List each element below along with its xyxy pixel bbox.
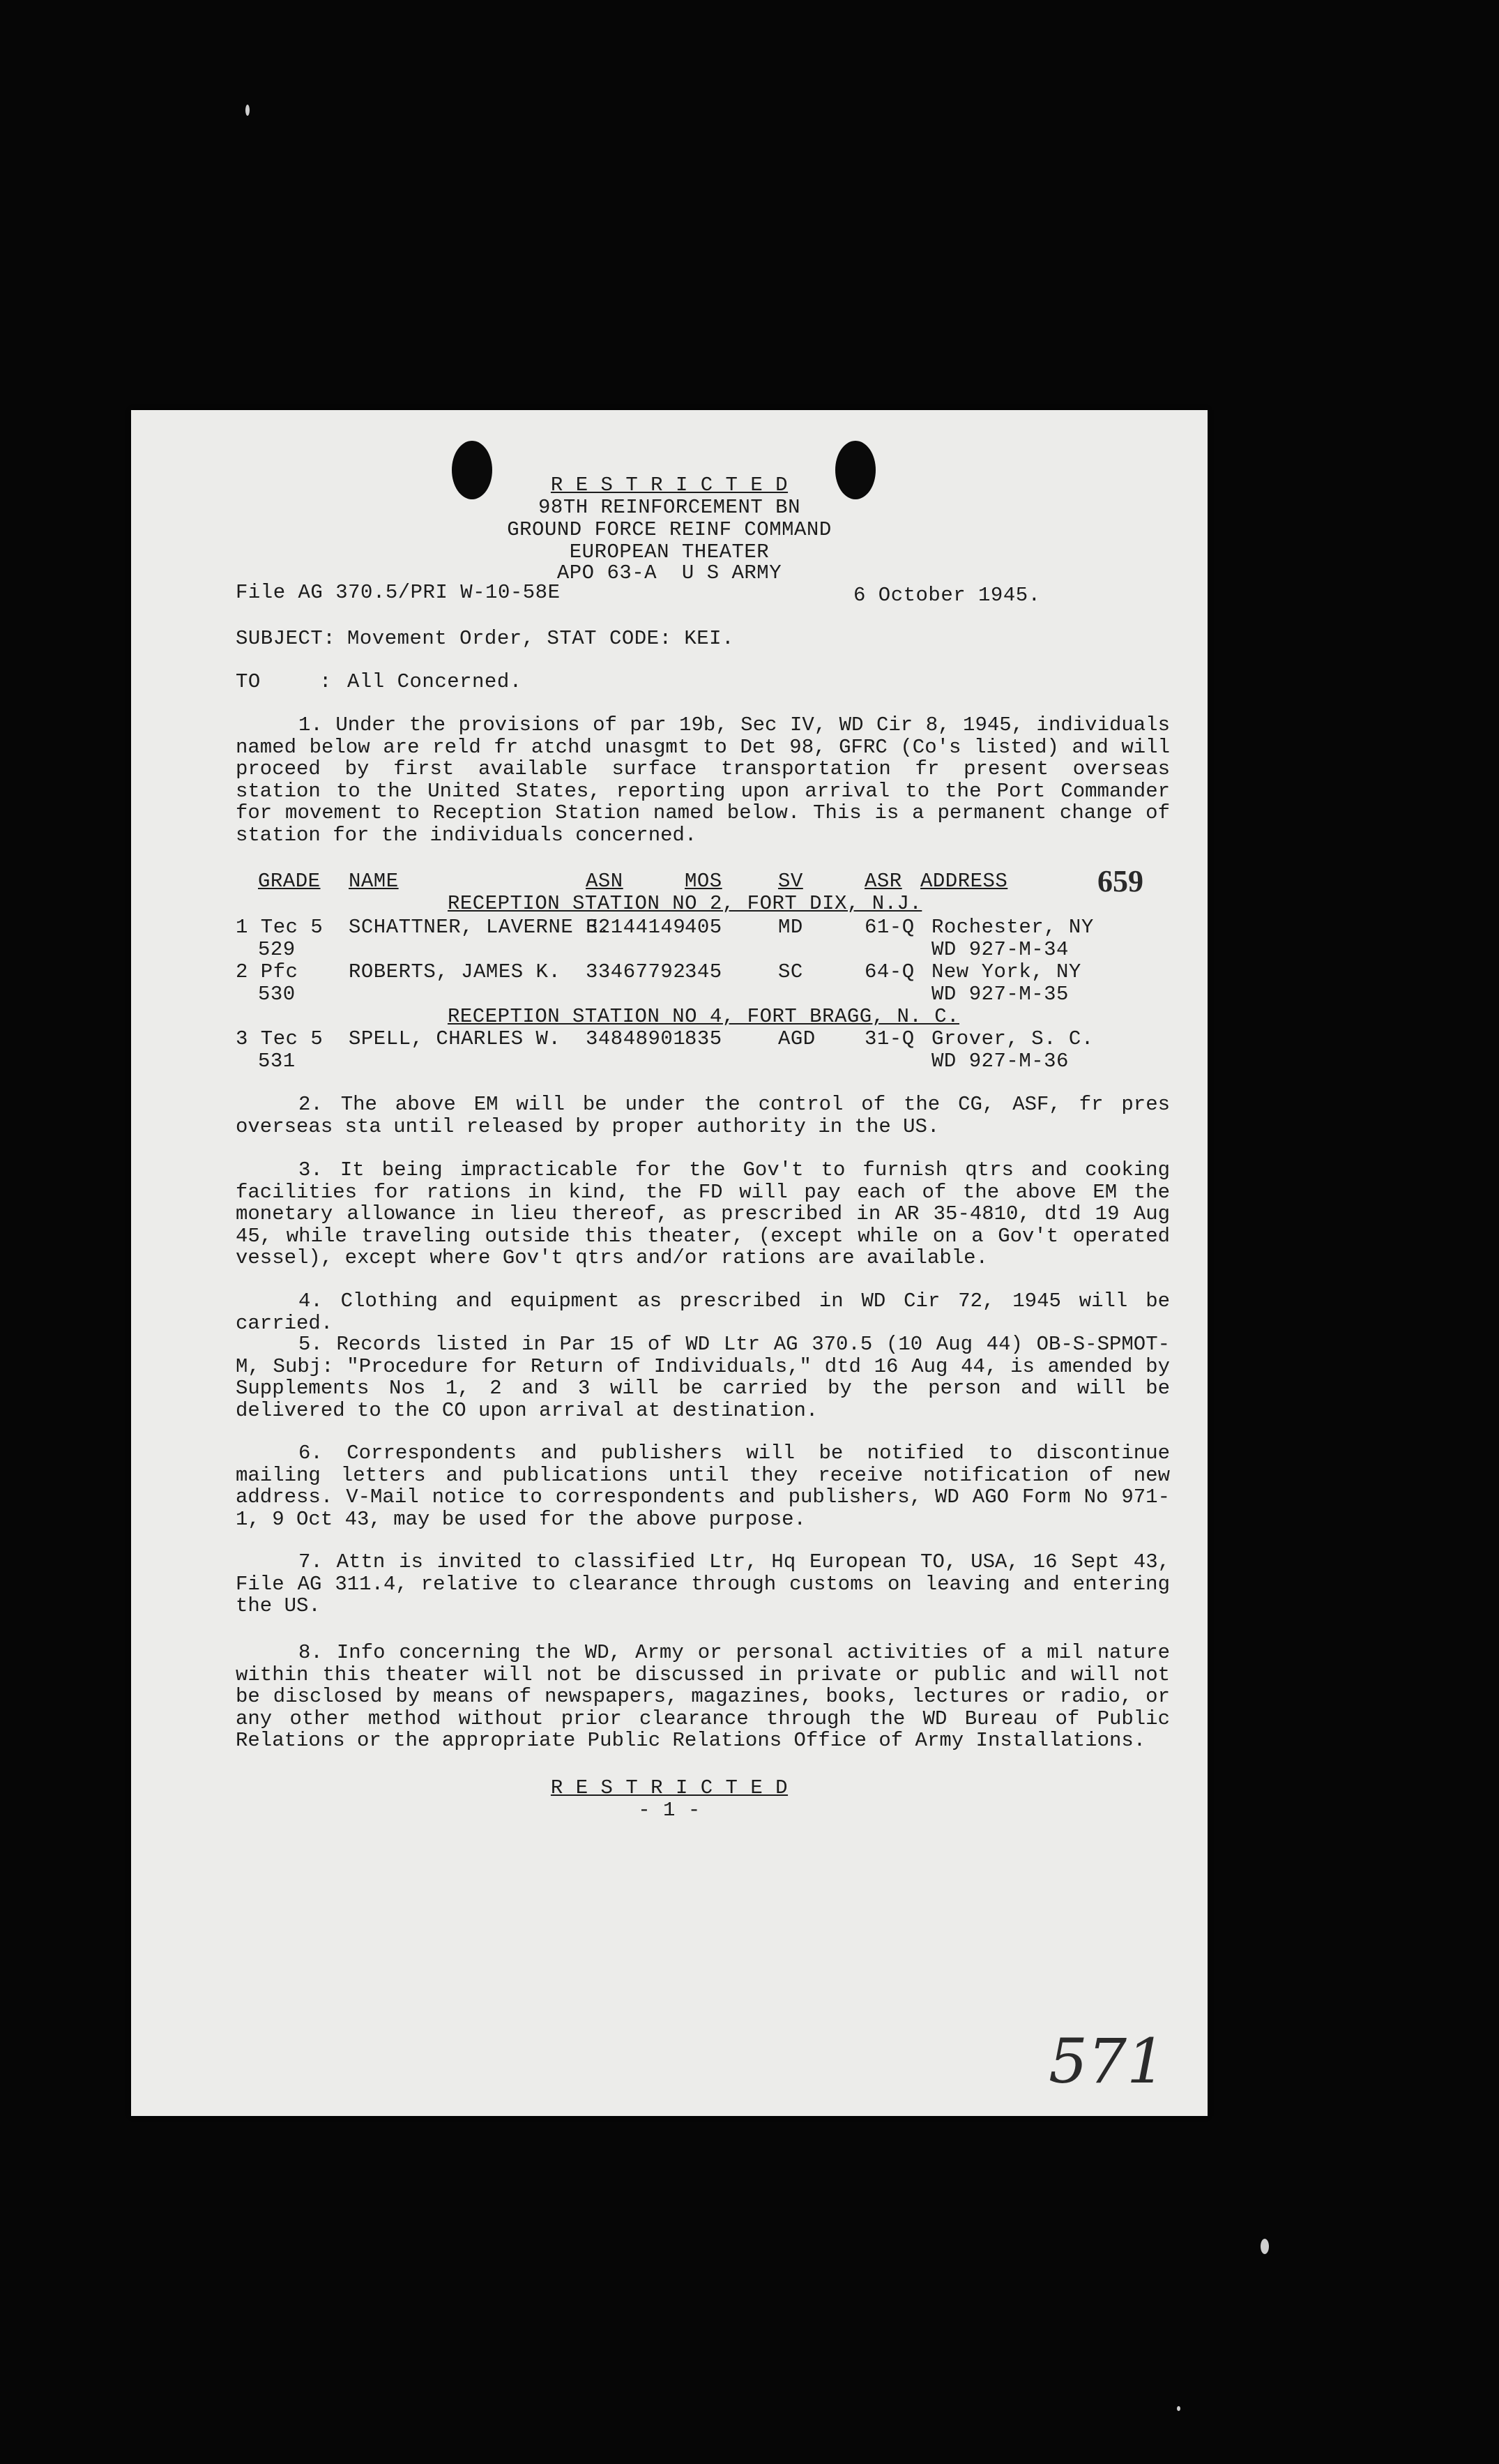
- to-colon: :: [319, 670, 332, 693]
- theater-name: EUROPEAN THEATER: [569, 541, 770, 564]
- subject-label: SUBJECT:: [236, 627, 336, 650]
- paragraph-6: 6. Correspondents and publishers will be notified to discontinue mailing letters and publications until they receive notification of new address. V-Mail notice to correspondents and publishers, WD AGO Form No 971-1, 9 Oct 43, may be used for the above purpose.: [236, 1442, 1170, 1531]
- film-speck: [1261, 2239, 1269, 2254]
- subject-text: Movement Order, STAT CODE: KEI.: [347, 627, 734, 650]
- paragraph-3: 3. It being impracticable for the Gov't to furnish qtrs and cooking facilities for rations in kind, the FD will pay each of the above EM the monetary allowance in lieu thereof, as prescribed in AR 35-4810, dtd 19 Aug 45, while traveling outside this theater, (except while on a Gov't operated vessel), except where Gov't qtrs and/or rations are available.: [236, 1158, 1170, 1269]
- row-company: 531: [258, 1050, 296, 1073]
- row-name: SPELL, CHARLES W.: [349, 1027, 561, 1050]
- command-name: GROUND FORCE REINF COMMAND: [507, 518, 832, 541]
- column-header-asn: ASN: [586, 870, 623, 893]
- row-company: 529: [258, 938, 296, 961]
- row-mos: 405: [685, 916, 722, 939]
- order-date: 6 October 1945.: [853, 584, 1041, 607]
- row-asn: 34848901: [586, 1027, 686, 1050]
- row-sv: AGD: [778, 1027, 816, 1050]
- row-address: New York, NY: [931, 960, 1081, 983]
- row-name: ROBERTS, JAMES K.: [349, 960, 561, 983]
- column-header-name: NAME: [349, 870, 399, 893]
- paragraph-1: 1. Under the provisions of par 19b, Sec IV, WD Cir 8, 1945, individuals named below are reld fr atchd unasgmt to Det 98, GFRC (Co's listed) and will proceed by first available surface transportation fr present overseas station to the United States, reporting upon arrival to the Port Commander for movement to Reception Station named below. This is a permanent change of station for the individuals concerned.: [236, 713, 1170, 847]
- row-grade: 2 Pfc: [236, 960, 298, 983]
- paragraph-5: 5. Records listed in Par 15 of WD Ltr AG 370.5 (10 Aug 44) OB-S-SPMOT-M, Subj: "Procedure for Return of Individuals," dtd 16 Aug 44, is amended by Supplements Nos 1, 2 and 3 will be carried by the person and will be delivered to the CO upon arrival at destination.: [236, 1333, 1170, 1422]
- row-grade: 1 Tec 5: [236, 916, 324, 939]
- unit-name: 98TH REINFORCEMENT BN: [538, 496, 800, 519]
- row-sv: SC: [778, 960, 803, 983]
- row-mos: 345: [685, 960, 722, 983]
- row-asr: 31-Q: [865, 1027, 915, 1050]
- paragraph-8: 8. Info concerning the WD, Army or personal activities of a mil nature within this theater will not be discussed in private or public and will not be disclosed by means of newspapers, magazines, books, lectures or radio, or any other method without prior clearance through the WD Bureau of Public Relations or the appropriate Public Relations Office of Army Installations.: [236, 1641, 1170, 1752]
- row-wd-number: WD 927-M-36: [931, 1050, 1069, 1073]
- to-label: TO: [236, 670, 261, 693]
- row-asr: 61-Q: [865, 916, 915, 939]
- film-speck: [245, 105, 250, 116]
- reception-station-heading: RECEPTION STATION NO 4, FORT BRAGG, N. C.: [448, 1005, 960, 1028]
- row-sv: MD: [778, 916, 803, 939]
- file-reference: File AG 370.5/PRI W-10-58E: [236, 581, 561, 604]
- row-address: Grover, S. C.: [931, 1027, 1094, 1050]
- paragraph-2: 2. The above EM will be under the control of the CG, ASF, fr pres overseas sta until released by proper authority in the US.: [236, 1093, 1170, 1138]
- row-mos: 835: [685, 1027, 722, 1050]
- classification-footer: R E S T R I C T E D: [550, 1776, 789, 1799]
- column-header-mos: MOS: [685, 870, 722, 893]
- page-number: - 1 -: [638, 1799, 701, 1822]
- row-company: 530: [258, 983, 296, 1006]
- column-header-sv: SV: [778, 870, 803, 893]
- column-header-address: ADDRESS: [920, 870, 1008, 893]
- column-header-grade: GRADE: [258, 870, 321, 893]
- classification-header: R E S T R I C T E D: [550, 474, 789, 497]
- handwritten-number: 571: [1049, 2025, 1166, 2097]
- document-page: [131, 410, 1208, 2116]
- apo-line: APO 63-A U S ARMY: [556, 561, 782, 584]
- reception-station-heading: RECEPTION STATION NO 2, FORT DIX, N.J.: [448, 892, 922, 915]
- column-header-asr: ASR: [865, 870, 902, 893]
- row-wd-number: WD 927-M-35: [931, 983, 1069, 1006]
- film-speck: [1177, 2406, 1180, 2411]
- row-asn: 32144149: [586, 916, 686, 939]
- row-grade: 3 Tec 5: [236, 1027, 324, 1050]
- row-asr: 64-Q: [865, 960, 915, 983]
- to-text: All Concerned.: [347, 670, 522, 693]
- stamped-number: 659: [1097, 864, 1143, 898]
- row-name: SCHATTNER, LAVERNE E.: [349, 916, 611, 939]
- paragraph-4: 4. Clothing and equipment as prescribed in WD Cir 72, 1945 will be carried.: [236, 1290, 1170, 1335]
- row-wd-number: WD 927-M-34: [931, 938, 1069, 961]
- row-address: Rochester, NY: [931, 916, 1094, 939]
- paragraph-7: 7. Attn is invited to classified Ltr, Hq European TO, USA, 16 Sept 43, File AG 311.4, relative to clearance through customs on leaving and entering the US.: [236, 1550, 1170, 1617]
- row-asn: 33467792: [586, 960, 686, 983]
